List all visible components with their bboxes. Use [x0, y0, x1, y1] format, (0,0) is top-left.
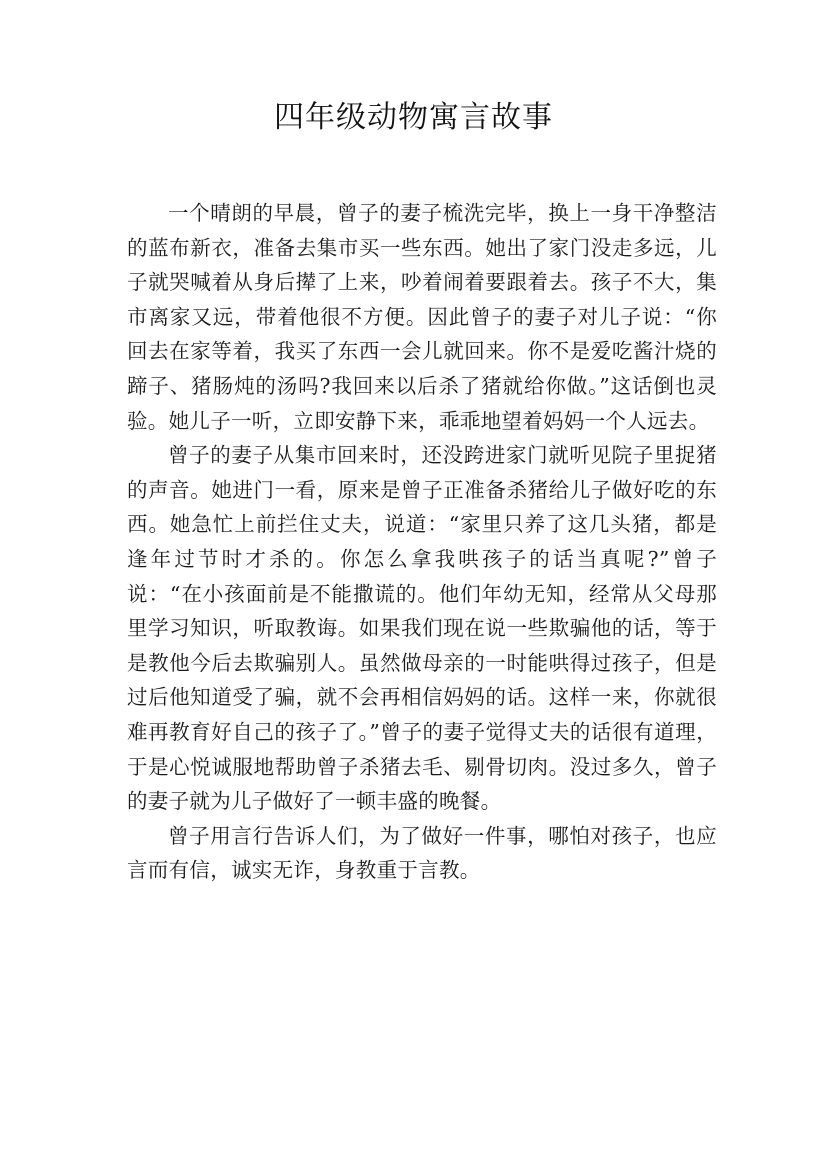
- document-title: 四年级动物寓言故事: [274, 100, 553, 135]
- paragraph: 曾子用言行告诉人们，为了做好一件事，哪怕对孩子，也应言而有信，诚实无诈，身教重于言教。: [127, 823, 717, 883]
- document-body: [127, 196, 717, 888]
- paragraph: 曾子的妻子从集市回来时，还没跨进家门就听见院子里捉猪的声音。她进门一看，原来是曾子正准备杀猪给儿子做好吃的东西。她急忙上前拦住丈夫，说道：“家里只养了这几头猪，都是逢年过节时才杀的。你怎么拿我哄孩子的话当真呢?”曾子说：“在小孩面前是不能撒谎的。他们年幼无知，经常从父母那里学习知识，听取教诲。如果我们现在说一些欺骗他的话，等于是教他今后去欺骗别人。虽然做母亲的一时能哄得过孩子，但是过后他知道受了骗，就不会再相信妈妈的话。这样一来，你就很难再教育好自己的孩子了。”曾子的妻子觉得丈夫的话很有道理，于是心悦诚服地帮助曾子杀猪去毛、剔骨切肉。没过多久，曾子的妻子就为儿子做好了一顿丰盛的晚餐。: [127, 443, 717, 814]
- paragraph: 一个晴朗的早晨，曾子的妻子梳洗完毕，换上一身干净整洁的蓝布新衣，准备去集市买一些东西。她出了家门没走多远，儿子就哭喊着从身后撵了上来，吵着闹着要跟着去。孩子不大，集市离家又远，带着他很不方便。因此曾子的妻子对儿子说：“你回去在家等着，我买了东西一会儿就回来。你不是爱吃酱汁烧的蹄子、猪肠炖的汤吗?我回来以后杀了猪就给你做。”这话倒也灵验。她儿子一听，立即安静下来，乖乖地望着妈妈一个人远去。: [127, 201, 717, 433]
